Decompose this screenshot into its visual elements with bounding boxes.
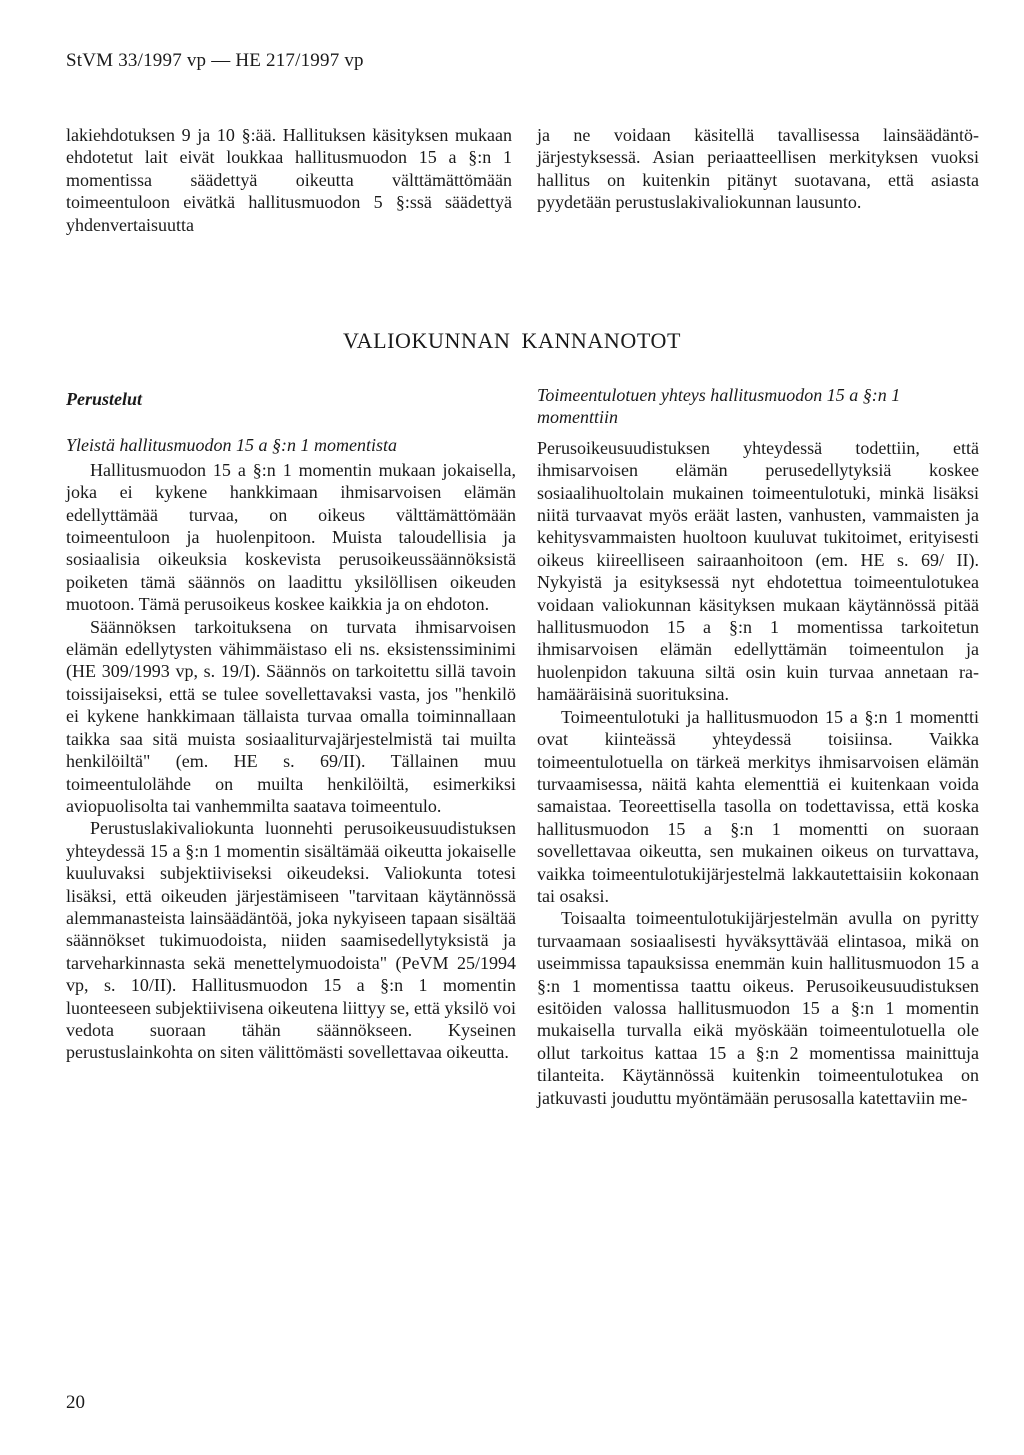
left-subheading: Yleistä hallitusmuodon 15 a §:n 1 momentista — [66, 435, 398, 456]
left-paragraph-1: Hallitusmuodon 15 a §:n 1 momentin mukaan jokaisella, joka ei kykene hankkimaan ihmisarvoisen elämän edellyttämää turvaa, on oikeus välttämättömään toimeentuloon ja huolenpitoon. Muista taloudellisia ja sosiaalisia oikeuksia koskevista perusoikeussäännöksistä poiketen tämä säännös on laadittu yksilöllisen oikeuden muotoon. Tämä perusoikeus koskee kaikkia ja on ehdoton. — [66, 459, 516, 615]
right-paragraph-3: Toisaalta toimeentulotukijärjestelmän avulla on pyritty turvaamaan sosiaalisesti hyväksyttävää elintasoa, mikä on useimmissa tapauksissa enemmän kuin hallitusmuodon 15 a §:n 1 momentissa taattu oikeus. Perusoikeusuudistuksen esitöiden valossa hallitusmuodon 15 a §:n 1 momentin mukaisella turvalla eikä myöskään toimeentulotuella ole ollut tarkoitus kattaa 15 a §:n 2 momentissa mainittuja tilanteita. Käytännössä kuitenkin toimeentulotukea on jatkuvasti jouduttu myöntämään perusosalla katettaviin me- — [537, 908, 979, 1108]
perustelut-heading: Perustelut — [66, 389, 143, 409]
right-column — [537, 378, 979, 1109]
section-title-part2: KANNANOTOT — [521, 328, 682, 353]
right-paragraph-2: Toimeentulotuki ja hallitusmuodon 15 a §:n 1 momentti ovat kiinteässä yhteydessä toisiinsa. Vaikka toimeentulotuella on tärkeä merkitys ihmisarvoisen elämän turvaamisessa, näitä kahta elementtiä ei kuitenkaan voida samaistaa. Teoreettisella tasolla on todettavissa, että koska hallitusmuodon 15 a §:n 1 momentti on suoraan sovellettavaa oikeutta, sen mukainen oikeus on turvattava, vaikka toimeentulotukijärjestelmä lakkautettaisiin kokonaan tai osaksi. — [537, 706, 979, 906]
left-paragraph-2: Säännöksen tarkoituksena on turvata ihmisarvoisen elämän edellytysten vähimmäistaso eli ns. eksistenssiminimi (HE 309/1993 vp, s. 19/I). Säännös on tarkoitettu sillä tavoin toissijaiseksi, että se tulee sovellettavaksi vasta, jos "henkilö ei kykene hankkimaan tällaista turvaa omalla toiminnallaan taikka saa sitä muista sosiaaliturvajärjestelmistä tai muilta henkilöiltä" (em. HE s. 69/II). Tällainen muu toimeentulolähde on muilta henkilöiltä, esimerkiksi aviopuolisolta tai vanhemmilta saatava toimeentulo. — [66, 616, 516, 816]
right-subheading: Toimeentulotuen yhteys hallitusmuodon 15 a §:n 1 momenttiin — [537, 385, 901, 428]
section-title — [0, 328, 1024, 354]
right-paragraph-1: Perusoikeusuudistuksen yhteydessä todettiin, että ihmisarvoisen elämän perusedellytyksiä koskee sosiaalihuoltolain mukainen toimeentulotuki, minkä lisäksi niitä turvaavat myös eräät lasten, vanhusten, vammaisten ja kehitysvammaisten huoltoon kuuluvat tukitoimet, erityisesti oikeus kiireelliseen sairaanhoitoon (em. HE s. 69/ II). Nykyistä ja esityksessä nyt ehdotettua toimeentulotukea voidaan valiokunnan käsityksen mukaan käytännössä pitää hallitusmuodon 15 a §:n 1 momentissa tarkoitetun ihmisarvoisen elämän edellyttämän toimeentulon ja huolenpidon takuuna siltä osin kuin turvaa annetaan rahamääräisinä suorituksina. — [537, 437, 979, 705]
section-title-part1: VALIOKUNNAN — [342, 328, 511, 353]
intro-left-text: lakiehdotuksen 9 ja 10 §:ää. Hallituksen käsityksen mukaan ehdotetut lait eivät loukkaa hallitusmuodon 15 a §:n 1 momentissa säädettyä oikeutta välttämättömään toimeentuloon eivätkä hallitusmuodon 5 §:ssä säädettyä yhdenvertaisuutta — [66, 125, 512, 235]
left-column — [66, 378, 516, 1064]
running-header: StVM 33/1997 vp — HE 217/1997 vp — [66, 50, 364, 71]
intro-right-text: ja ne voidaan käsitellä tavallisessa lainsäädäntöjärjestyksessä. Asian periaatteellisen merkityksen vuoksi hallitus on kuitenkin pitänyt suotavana, että asiasta pyydetään perustuslakivaliokunnan lausunto. — [537, 125, 979, 213]
intro-left-column — [66, 124, 512, 236]
page-number: 20 — [66, 1392, 85, 1413]
intro-right-column — [537, 124, 979, 214]
left-paragraph-3: Perustuslakivaliokunta luonnehti perusoikeusuudistuksen yhteydessä 15 a §:n 1 momentin sisältämää oikeutta jokaiselle kuuluvaksi subjektiiviseksi oikeudeksi. Valiokunta totesi lisäksi, että oikeuden järjestämiseen "tarvitaan käytännössä alemmanasteista lainsäädäntöä, joka nykyiseen tapaan sisältää säännökset tukimuodoista, niiden saamisedellytyksistä ja tarveharkinnasta sekä menettelymuodoista" (PeVM 25/1994 vp, s. 10/II). Hallitusmuodon 15 a §:n 1 momentin luonteeseen subjektiivisena oikeutena liittyy se, että yksilö voi vedota suoraan tähän säännökseen. Kyseinen perustuslainkohta on siten välittömästi sovellettavaa oikeutta. — [66, 818, 516, 1063]
